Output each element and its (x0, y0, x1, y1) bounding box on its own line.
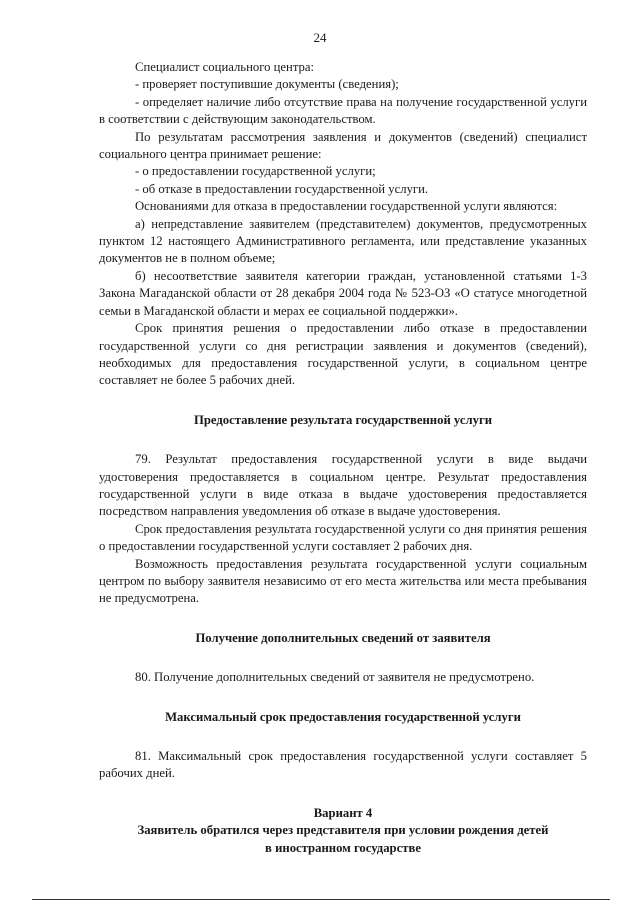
paragraph: 80. Получение дополнительных сведений от заявителя не предусмотрено. (135, 670, 535, 685)
paragraph: Специалист социального центра: (135, 60, 315, 74)
list-item: - проверяет поступившие документы (сведения); (135, 77, 399, 92)
paragraph: 79. Результат предоставления государственной услуги в виде выдачи удостоверения предоставляется в социальном центре. Результат предоставления государственной услуги в виде отказа в выдаче удостоверения предоставляется посредством направления уведомления об отказе в выдаче удостоверения. (99, 452, 587, 519)
paragraph: 81. Максимальный срок предоставления государственной услуги составляет 5 рабочих дней. (99, 749, 587, 781)
paragraph: Срок принятия решения о предоставлении либо отказе в предоставлении государственной услуги со дня регистрации заявления и документов (сведений), необходимых для предоставления государственной услуги, в социальном центре составляет не более 5 рабочих дней. (99, 321, 587, 388)
section-heading: Максимальный срок предоставления государственной услуги (165, 709, 521, 724)
variant-title: Вариант 4 (313, 805, 373, 820)
document-body (99, 59, 587, 857)
section-heading: Получение дополнительных сведений от заявителя (195, 630, 491, 645)
list-item: а) непредставление заявителем (представителем) документов, предусмотренных пунктом 12 настоящего Административного регламента, или представление указанных документов не в полном объеме; (99, 216, 587, 266)
page-number: 24 (313, 30, 327, 45)
page-bottom-rule (32, 899, 610, 900)
list-item: - об отказе в предоставлении государственной услуги. (135, 181, 429, 196)
list-item: - о предоставлении государственной услуги; (135, 164, 376, 179)
variant-subtitle-line2: в иностранном государстве (265, 840, 421, 855)
list-item: - определяет наличие либо отсутствие права на получение государственной услуги в соответствии с действующим законодательством. (99, 94, 587, 127)
list-item: б) несоответствие заявителя категории граждан, установленной статьями 1-3 Закона Магаданской области от 28 декабря 2004 года № 523-ОЗ «О статусе многодетной семьи в Магаданской области и мерах ее социальной поддержки». (99, 268, 587, 318)
variant-subtitle-line1: Заявитель обратился через представителя при условии рождения детей (137, 823, 549, 838)
section-heading: Предоставление результата государственной услуги (193, 412, 493, 427)
paragraph: Срок предоставления результата государственной услуги со дня принятия решения о предоставлении государственной услуги составляет 2 рабочих дня. (99, 521, 587, 554)
paragraph: Основаниями для отказа в предоставлении государственной услуги являются: (135, 199, 558, 214)
paragraph: По результатам рассмотрения заявления и документов (сведений) специалист социального центра принимает решение: (99, 129, 587, 162)
paragraph: Возможность предоставления результата государственной услуги социальным центром по выбору заявителя независимо от его места жительства или места пребывания не предусмотрена. (99, 556, 587, 606)
